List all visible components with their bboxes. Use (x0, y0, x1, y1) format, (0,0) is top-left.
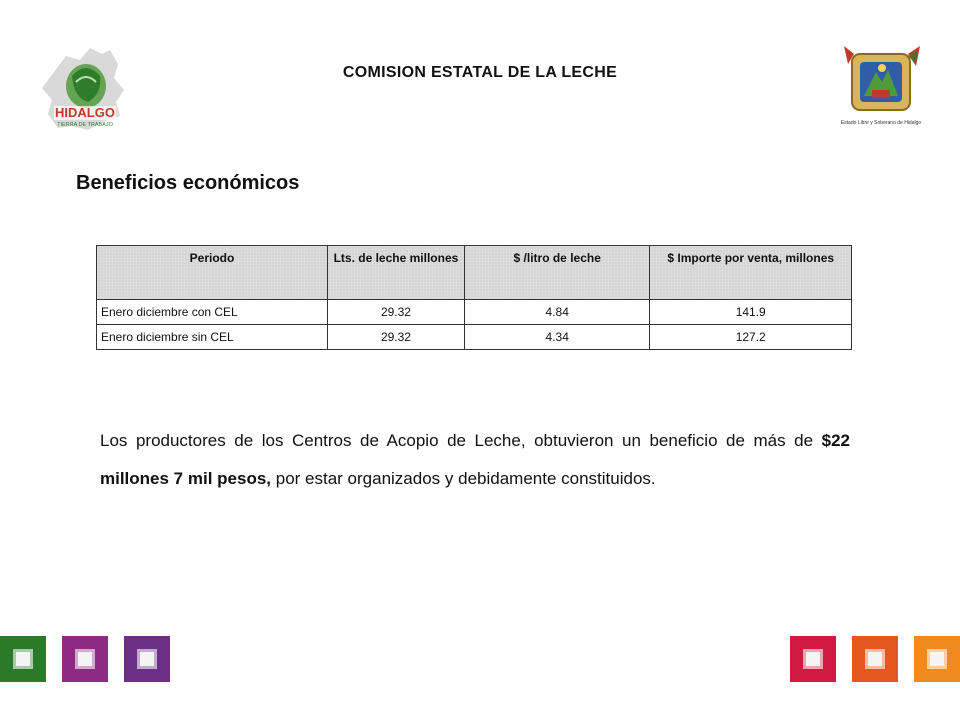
cell-periodo: Enero diciembre con CEL (97, 300, 328, 325)
section-title: Beneficios económicos (76, 172, 300, 194)
logo-hidalgo-text: HIDALGO (55, 105, 115, 120)
coat-of-arms-logo (838, 44, 924, 134)
footer-square-orange (852, 636, 898, 682)
cell-precio-litro: 4.84 (464, 300, 649, 325)
cell-importe: 127.2 (650, 325, 852, 350)
logo-subtext: TIERRA DE TRABAJO (57, 122, 113, 128)
footer-squares-right (790, 636, 960, 682)
col-header-importe: $ Importe por venta, millones (650, 246, 852, 300)
col-header-periodo: Periodo (97, 246, 328, 300)
cell-importe: 141.9 (650, 300, 852, 325)
coat-of-arms-caption: Estado Libre y Soberano de Hidalgo (840, 120, 922, 126)
hidalgo-logo (36, 42, 132, 134)
footer-squares-left (0, 636, 170, 682)
col-header-precio-litro: $ /litro de leche (464, 246, 649, 300)
table-row (97, 300, 852, 325)
benefit-paragraph (100, 422, 850, 498)
footer-square-purple (124, 636, 170, 682)
footer-square-amber (914, 636, 960, 682)
footer-square-green (0, 636, 46, 682)
cell-litros: 29.32 (327, 300, 464, 325)
paragraph-text-before: Los productores de los Centros de Acopio de Leche, obtuvieron un beneficio de más de (100, 431, 822, 450)
cell-precio-litro: 4.34 (464, 325, 649, 350)
col-header-litros: Lts. de leche millones (327, 246, 464, 300)
benefits-table (96, 245, 852, 350)
header-title: COMISION ESTATAL DE LA LECHE (342, 64, 618, 81)
table-row (97, 325, 852, 350)
paragraph-highlight: $22 millones 7 mil pesos, (100, 431, 850, 488)
paragraph-text-after: por estar organizados y debidamente constituidos. (271, 469, 656, 488)
footer-square-magenta (62, 636, 108, 682)
cell-periodo: Enero diciembre sin CEL (97, 325, 328, 350)
cell-litros: 29.32 (327, 325, 464, 350)
footer-square-red (790, 636, 836, 682)
table-header-row (97, 246, 852, 300)
